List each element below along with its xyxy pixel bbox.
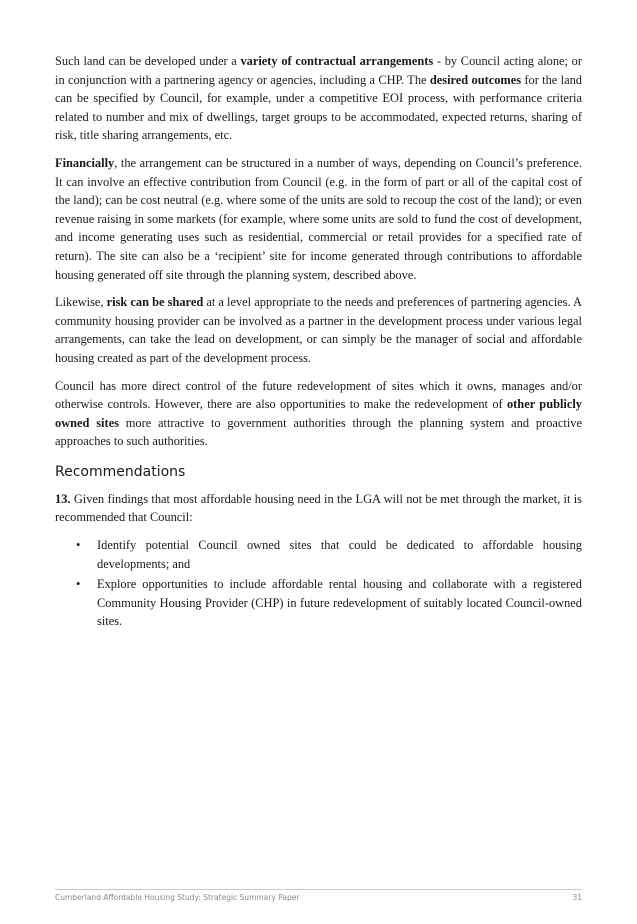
list-item bbox=[76, 536, 582, 573]
paragraph-risk-shared bbox=[55, 293, 582, 367]
list-item bbox=[76, 575, 582, 631]
page-number: 31 bbox=[572, 893, 582, 902]
bullet-icon: • bbox=[76, 538, 81, 553]
bold-term: other publicly owned sites bbox=[55, 397, 582, 430]
text-run: Given findings that most affordable housing need in the LGA will not be met through the market, it is recommended that Council: bbox=[55, 491, 582, 525]
text-run: more attractive to government authorities through the planning system and proactive approaches to such authorities. bbox=[55, 415, 582, 449]
list-item-text: Explore opportunities to include affordable rental housing and collaborate with a registered Community Housing Provider (CHP) in future redevelopment of suitably located Council-owned sites. bbox=[97, 577, 582, 629]
text-run: - by Council acting alone; or in conjunction with a partnering agency or agencies, including a CHP. The bbox=[55, 54, 582, 87]
bold-term: Financially bbox=[55, 155, 115, 170]
page-footer bbox=[55, 889, 582, 902]
recommendations-heading: Recommendations bbox=[55, 463, 186, 480]
recommendation-number: 13. bbox=[55, 491, 71, 506]
text-run: for the land can be specified by Council, for example, under a competitive EOI process, with performance criteria related to number and mix of dwellings, target groups to be accommodated, expected returns, sharing of risk, title sharing arrangements, etc. bbox=[55, 72, 582, 143]
paragraph-contractual-arrangements bbox=[55, 52, 582, 145]
text-run: at a level appropriate to the needs and preferences of partnering agencies. A community housing provider can be involved as a partner in the development process under various legal arrangements, can take the lead on development, or can simply be the manager of social and affordable housing created as part of the development process. bbox=[55, 295, 582, 365]
footer-title: Cumberland Affordable Housing Study: Strategic Summary Paper bbox=[55, 893, 300, 902]
list-item-text: Identify potential Council owned sites that could be dedicated to affordable housing developments; and bbox=[97, 538, 582, 571]
bold-term: risk can be shared bbox=[106, 295, 204, 310]
text-run: Likewise, bbox=[55, 295, 107, 310]
bullet-icon: • bbox=[76, 577, 81, 592]
recommendation-intro bbox=[55, 490, 582, 527]
document-body bbox=[55, 52, 582, 633]
paragraph-financially bbox=[55, 154, 582, 284]
text-run: Council has more direct control of the future redevelopment of sites which it owns, manages and/or otherwise controls. However, there are also opportunities to make the redevelopment of bbox=[55, 378, 582, 412]
text-run: , the arrangement can be structured in a number of ways, depending on Council’s preference. It can involve an effective contribution from Council (e.g. in the form of part or all of the capital cost of the land); can be cost neutral (e.g. where some of the units are sold to recoup the cost of the land); or even revenue raising in some markets (for example, where some units are sold to fund the cost of development, and income generating uses such as residential, commercial or retail provides for a specified rate of return). The site can also be a ‘recipient’ site for income generated through contributions to affordable housing generated off site through the planning system, described above. bbox=[55, 155, 582, 282]
bold-term: desired outcomes bbox=[429, 72, 522, 87]
recommendation-list bbox=[55, 536, 582, 631]
paragraph-public-sites bbox=[55, 377, 582, 451]
bold-term: variety of contractual arrangements bbox=[240, 54, 434, 68]
text-run: Such land can be developed under a bbox=[55, 54, 241, 68]
